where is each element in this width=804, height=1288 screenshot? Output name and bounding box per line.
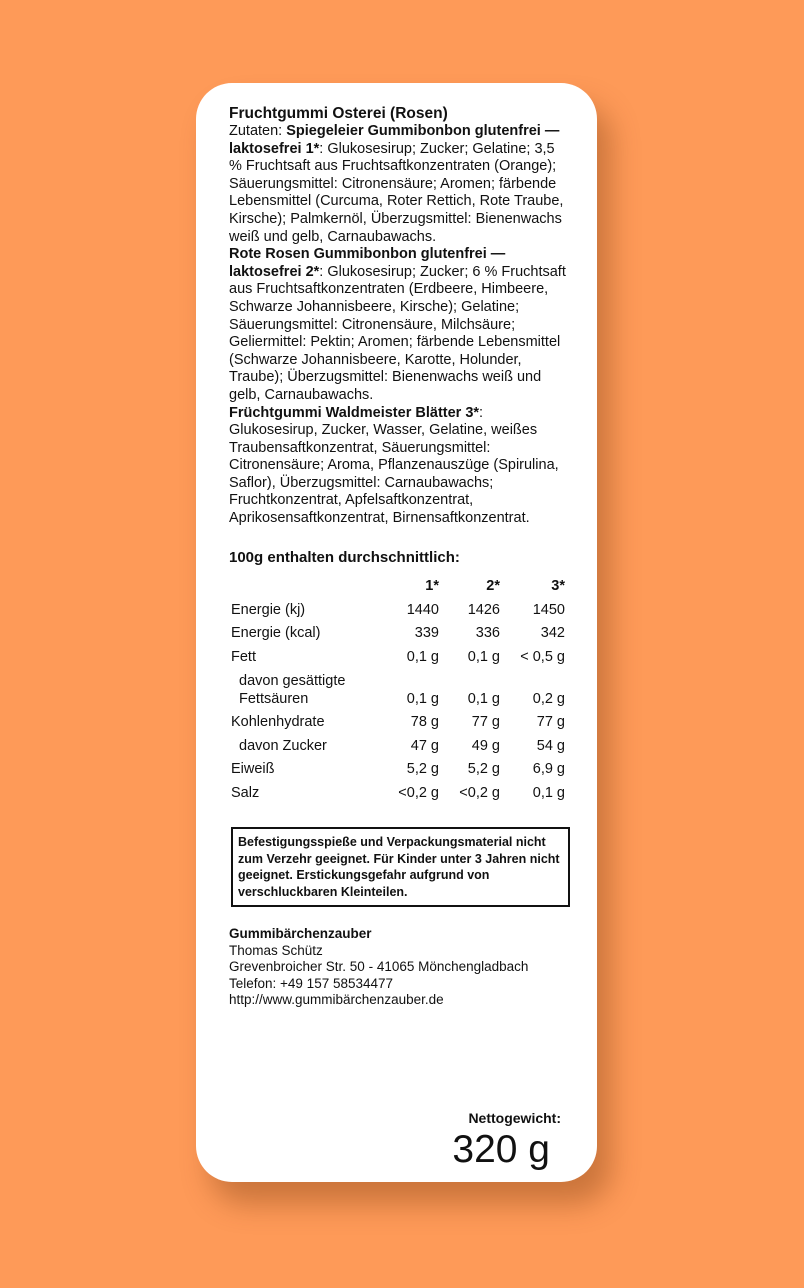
nutrition-table [231, 576, 565, 803]
nutrient-value: 342 [540, 625, 565, 642]
nutrient-value: 0,1 g [406, 648, 439, 665]
nutrient-value: 1440 [406, 601, 439, 618]
company-info [229, 926, 569, 1009]
nutrient-value: 0,1 g [406, 690, 439, 707]
ingredients-intro: Zutaten: [229, 123, 287, 139]
warning-box: Befestigungsspieße und Verpackungsmaterial nicht zum Verzehr geeignet. Für Kinder unter 3 Jahren nicht geeignet. Erstickungsgefahr aufgrund von verschluckbaren Kleinteilen. [231, 827, 570, 907]
nutrition-row-sugar [231, 732, 565, 756]
nutrient-value: 0,1 g [532, 784, 565, 801]
label-content [229, 105, 569, 1009]
nutrition-header-row [231, 576, 565, 596]
nutrient-value: 49 g [471, 737, 500, 754]
company-person: Thomas Schütz [229, 942, 323, 958]
nutrient-value: <0,2 g [398, 784, 439, 801]
net-weight-label: Nettogewicht: [468, 1110, 561, 1126]
nutrition-row-protein [231, 755, 565, 779]
nutrient-value: 77 g [536, 714, 565, 731]
nutrition-row-energy-kj [231, 596, 565, 620]
column-header-3: 3* [551, 578, 565, 595]
nutrient-value: 47 g [410, 737, 439, 754]
nutrient-value: 0,2 g [532, 690, 565, 707]
company-address: Grevenbroicher Str. 50 - 41065 Mönchengladbach [229, 959, 529, 975]
nutrition-row-fat [231, 643, 565, 667]
nutrient-name: davon Zucker [239, 737, 327, 754]
ingredient-1-name: Spiegeleier Gummibonbon glutenfrei — laktosefrei 1* [229, 123, 560, 157]
nutrition-heading: 100g enthalten durchschnittlich: [229, 548, 460, 566]
nutrient-value: < 0,5 g [520, 648, 565, 665]
nutrient-value: 54 g [536, 737, 565, 754]
ingredient-2-name: Rote Rosen Gummibonbon glutenfrei — laktosefrei 2* [229, 246, 506, 280]
nutrient-value: 78 g [410, 714, 439, 731]
net-weight-value: 320 g [452, 1128, 550, 1171]
nutrition-row-saturated-fat [231, 666, 565, 708]
product-title: Fruchtgummi Osterei (Rosen) [229, 105, 448, 122]
nutrient-name: Energie (kj) [231, 601, 306, 618]
company-phone: Telefon: +49 157 58534477 [229, 975, 394, 991]
nutrient-value: 77 g [471, 714, 500, 731]
nutrient-value: 0,1 g [467, 690, 500, 707]
nutrient-name: davon gesättigte Fettsäuren [239, 673, 346, 708]
nutrient-value: 6,9 g [532, 761, 565, 778]
nutrient-name: Kohlenhydrate [231, 714, 325, 731]
nutrient-value: 1450 [532, 601, 565, 618]
company-name: Gummibärchenzauber [229, 926, 372, 942]
ingredient-1-text: : Glukosesirup; Zucker; Gelatine; 3,5 % Fruchtsaft aus Fruchtsaftkonzentraten (Orange); Säuerungsmittel: Citronensäure; Aromen; färbende Lebensmittel (Curcuma, Roter Rettich, Rote Traube, Kirsche); Palmkernöl, Überzugsmittel: Bienenwachs weiß und gelb, Carnaubawachs. [229, 140, 564, 245]
ingredient-3-text: : Glukosesirup, Zucker, Wasser, Gelatine, weißes Traubensaftkonzentrat, Säuerungsmittel: Citronensäure; Aroma, Pflanzenauszüge (Spirulina, Saflor), Überzugsmittel: Carnaubawachs; Fruchtkonzentrat, Apfelsaftkonzentrat, Aprikosensaftkonzentrat, Birnensaftkonzentrat. [229, 404, 559, 527]
nutrient-value: 5,2 g [406, 761, 439, 778]
column-header-1: 1* [425, 578, 439, 595]
column-header-2: 2* [486, 578, 500, 595]
nutrient-name: Energie (kcal) [231, 625, 321, 642]
nutrient-value: 336 [475, 625, 500, 642]
nutrient-name: Fett [231, 648, 256, 665]
nutrient-name: Salz [231, 784, 260, 801]
nutrient-value: <0,2 g [459, 784, 500, 801]
nutrient-value: 0,1 g [467, 648, 500, 665]
nutrition-row-carbohydrates [231, 708, 565, 732]
company-url: http://www.gummibärchenzauber.de [229, 992, 444, 1008]
nutrition-row-energy-kcal [231, 619, 565, 643]
nutrient-value: 339 [414, 625, 439, 642]
ingredient-2-text: : Glukosesirup; Zucker; 6 % Fruchtsaft aus Fruchtsaftkonzentraten (Erdbeere, Himbeere, Schwarze Johannisbeere, Kirsche); Gelatine; Säuerungsmittel: Citronensäure, Milchsäure; Geliermittel: Pektin; Aromen; färbende Lebensmittel (Schwarze Johannisbeere, Karotte, Holunder, Traube); Überzugsmittel: Bienenwachs weiß und gelb, Carnaubawachs. [229, 263, 566, 403]
ingredient-3-name: Früchtgummi Waldmeister Blätter 3* [229, 404, 480, 421]
ingredients-text [229, 123, 569, 528]
nutrient-value: 1426 [467, 601, 500, 618]
product-label [196, 83, 597, 1182]
nutrient-value: 5,2 g [467, 761, 500, 778]
nutrient-name: Eiweiß [231, 761, 275, 778]
nutrition-row-salt [231, 779, 565, 803]
